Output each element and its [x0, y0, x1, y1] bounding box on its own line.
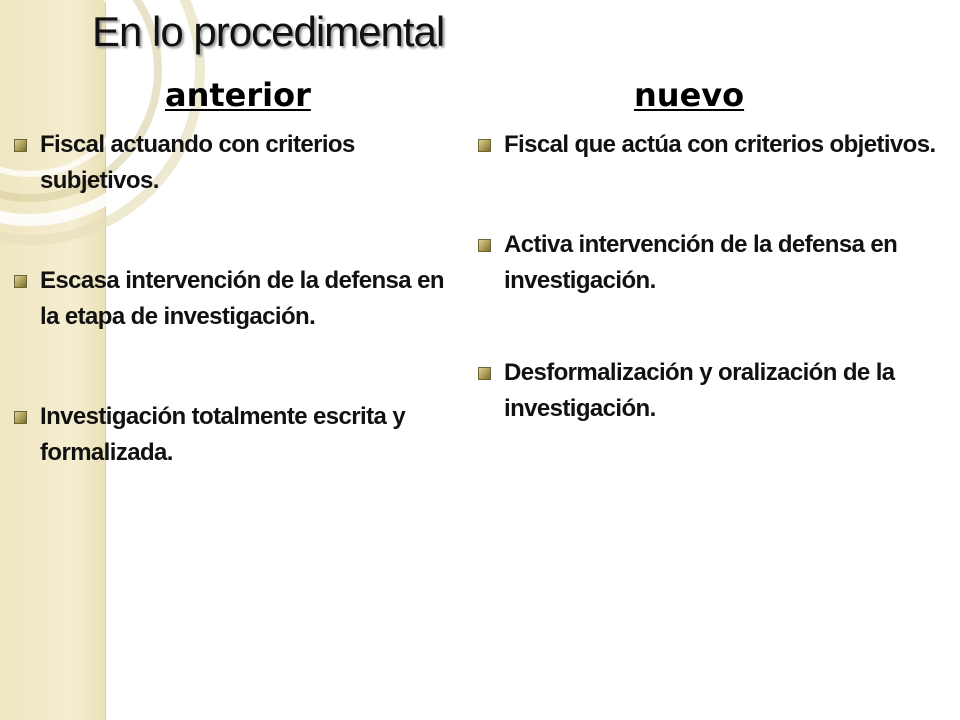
- column-heading-nuevo: nuevo: [634, 76, 745, 114]
- column-nuevo: [478, 127, 940, 427]
- list-item: [14, 399, 454, 471]
- square-bullet-icon: [14, 139, 27, 152]
- list-item-text: Fiscal actuando con criterios subjetivos.: [40, 131, 355, 194]
- square-bullet-icon: [14, 275, 27, 288]
- square-bullet-icon: [478, 367, 491, 380]
- list-item-text: Activa intervención de la defensa en investigación.: [504, 231, 910, 294]
- list-item: [478, 355, 940, 427]
- column-anterior: [14, 127, 454, 471]
- square-bullet-icon: [478, 239, 491, 252]
- list-item-text: Escasa intervención de la defensa en la etapa de investigación.: [40, 267, 444, 330]
- list-item-text: Desformalización y oralización de la investigación.: [504, 359, 895, 422]
- square-bullet-icon: [478, 139, 491, 152]
- list-item: [478, 227, 940, 299]
- list-item: [14, 263, 454, 335]
- column-heading-anterior: anterior: [165, 76, 311, 114]
- slide-title: En lo procedimental: [92, 8, 445, 55]
- list-item-text: Investigación totalmente escrita y formalizada.: [40, 403, 406, 466]
- list-item: [478, 127, 940, 163]
- square-bullet-icon: [14, 411, 27, 424]
- list-item-text: Fiscal que actúa con criterios objetivos.: [504, 131, 936, 158]
- list-item: [14, 127, 454, 199]
